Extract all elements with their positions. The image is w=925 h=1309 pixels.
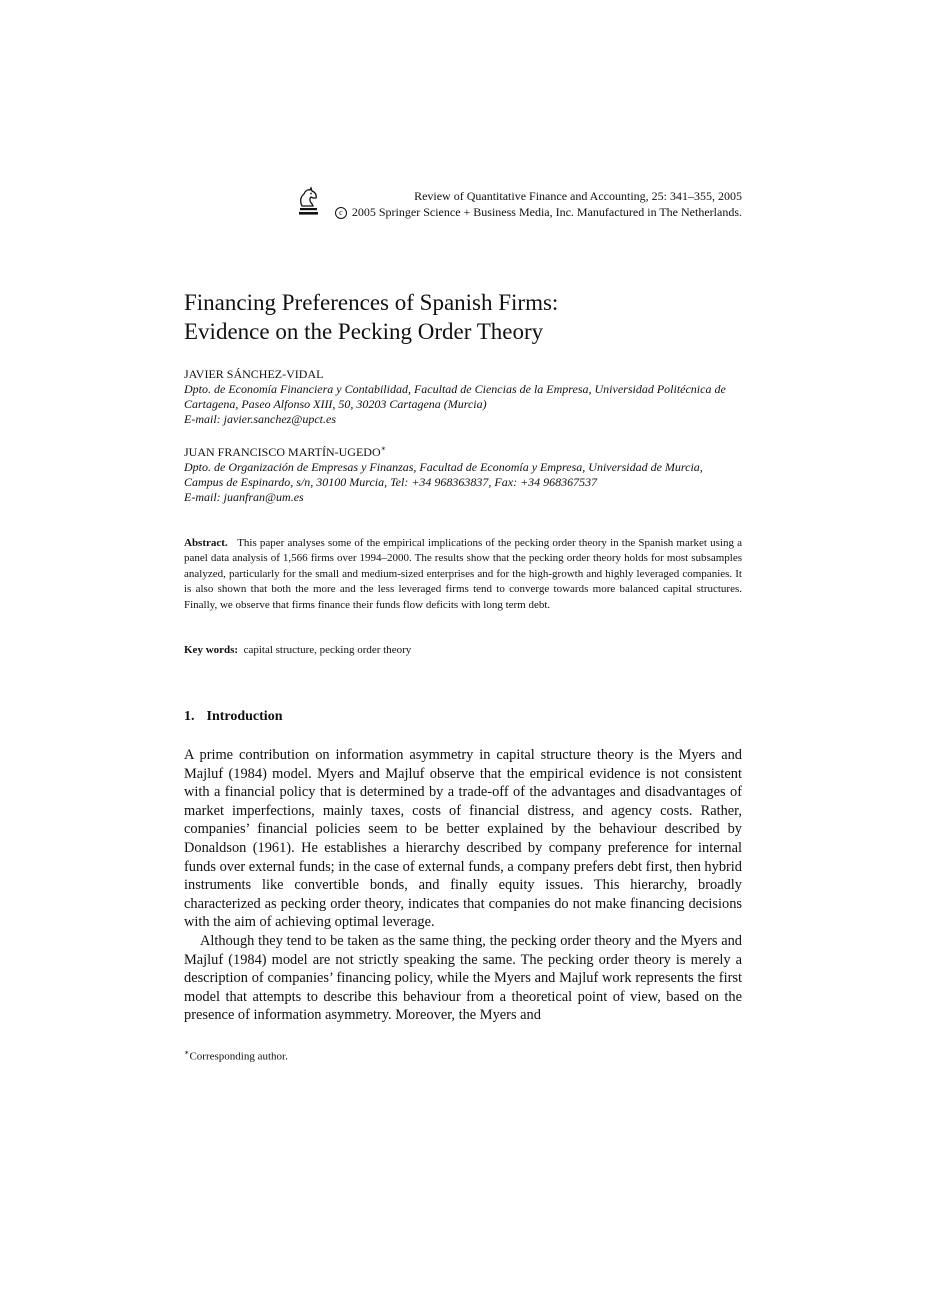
author-name: JUAN FRANCISCO MARTÍN-UGEDO xyxy=(184,445,381,459)
springer-knight-logo-icon xyxy=(296,186,320,216)
body-text xyxy=(184,746,742,1025)
author-block-2 xyxy=(184,441,742,505)
paragraph: A prime contribution on information asymmetry in capital structure theory is the Myers and Majluf (1984) model. Myers and Majluf observe that the empirical evidence is not consistent with a financial policy that is determined by a trade-off of the advantages and disadvantages of market imperfections, mainly taxes, costs of financial distress, and agency costs. Rather, companies’ financial policies seem to be better explained by the behaviour described by Donaldson (1961). He establishes a hierarchy described by company preference for internal funds over external funds; in the case of external funds, a company prefers debt first, then hybrid instruments like convertible bonds, and finally equity issues. This hierarchy, broadly characterized as pecking order theory, indicates that companies do not make financing decisions with the aim of achieving optimal leverage. xyxy=(184,747,742,931)
footnote-text: Corresponding author. xyxy=(189,1050,288,1063)
copyright-line xyxy=(335,204,742,220)
footnote-marker: ∗ xyxy=(184,1048,190,1057)
author-email[interactable]: E-mail: javier.sanchez@upct.es xyxy=(184,412,337,426)
title-line-2: Evidence on the Pecking Order Theory xyxy=(184,319,544,344)
section-number: 1. xyxy=(184,709,195,724)
abstract-text: This paper analyses some of the empirical implications of the pecking order theory in the Spanish market using a panel data analysis of 1,566 firms over 1994–2000. The results show that the pecking order theory holds for most subsamples analyzed, particularly for the small and medium-sized enterprises and for the high-growth and highly leveraged companies. It is also shown that both the more and the less leveraged firms tend to converge towards more balanced capital structures. Finally, we observe that firms finance their funds flow deficits with long term debt. xyxy=(184,537,742,611)
copyright-text: 2005 Springer Science + Business Media, Inc. Manufactured in The Netherlands. xyxy=(351,205,742,219)
author-affiliation: Dpto. de Economía Financiera y Contabilidad, Facultad de Ciencias de la Empresa, Universidad Politécnica de Cartagena, Paseo Alfonso XIII, 50, 30203 Cartagena (Murcia) xyxy=(184,382,726,411)
abstract-label: Abstract. xyxy=(184,537,228,549)
author-name: JAVIER SÁNCHEZ-VIDAL xyxy=(184,367,324,381)
copyright-icon: c xyxy=(335,207,347,219)
section-title: Introduction xyxy=(206,709,283,724)
journal-line: Review of Quantitative Finance and Accounting, 25: 341–355, 2005 xyxy=(414,189,742,203)
abstract xyxy=(184,536,742,613)
author-name-line xyxy=(184,441,742,460)
keywords-label: Key words: xyxy=(184,644,239,656)
keywords-text: capital structure, pecking order theory xyxy=(243,644,412,656)
title-line-1: Financing Preferences of Spanish Firms: xyxy=(184,290,559,315)
header-lines xyxy=(335,188,742,220)
journal-header xyxy=(296,186,742,220)
paper-title xyxy=(184,288,742,346)
author-email[interactable]: E-mail: juanfran@um.es xyxy=(184,490,304,504)
author-affiliation: Dpto. de Organización de Empresas y Finanzas, Facultad de Economía y Empresa, Universidad de Murcia, Campus de Espinardo, s/n, 30100 Murcia, Tel: +34 968363837, Fax: +34 968367537 xyxy=(184,460,703,489)
author-marker: ∗ xyxy=(380,444,387,453)
footnote xyxy=(184,1046,288,1064)
paragraph: Although they tend to be taken as the same thing, the pecking order theory and the Myers and Majluf (1984) model are not strictly speaking the same. The pecking order theory is merely a description of companies’ financing policy, while the Myers and Majluf work represents the first model that attempts to describe this behaviour from a theoretical point of view, based on the presence of information asymmetry. Moreover, the Myers and xyxy=(184,932,742,1024)
section-heading xyxy=(184,709,282,725)
author-block-1 xyxy=(184,367,742,427)
keywords xyxy=(184,643,742,658)
